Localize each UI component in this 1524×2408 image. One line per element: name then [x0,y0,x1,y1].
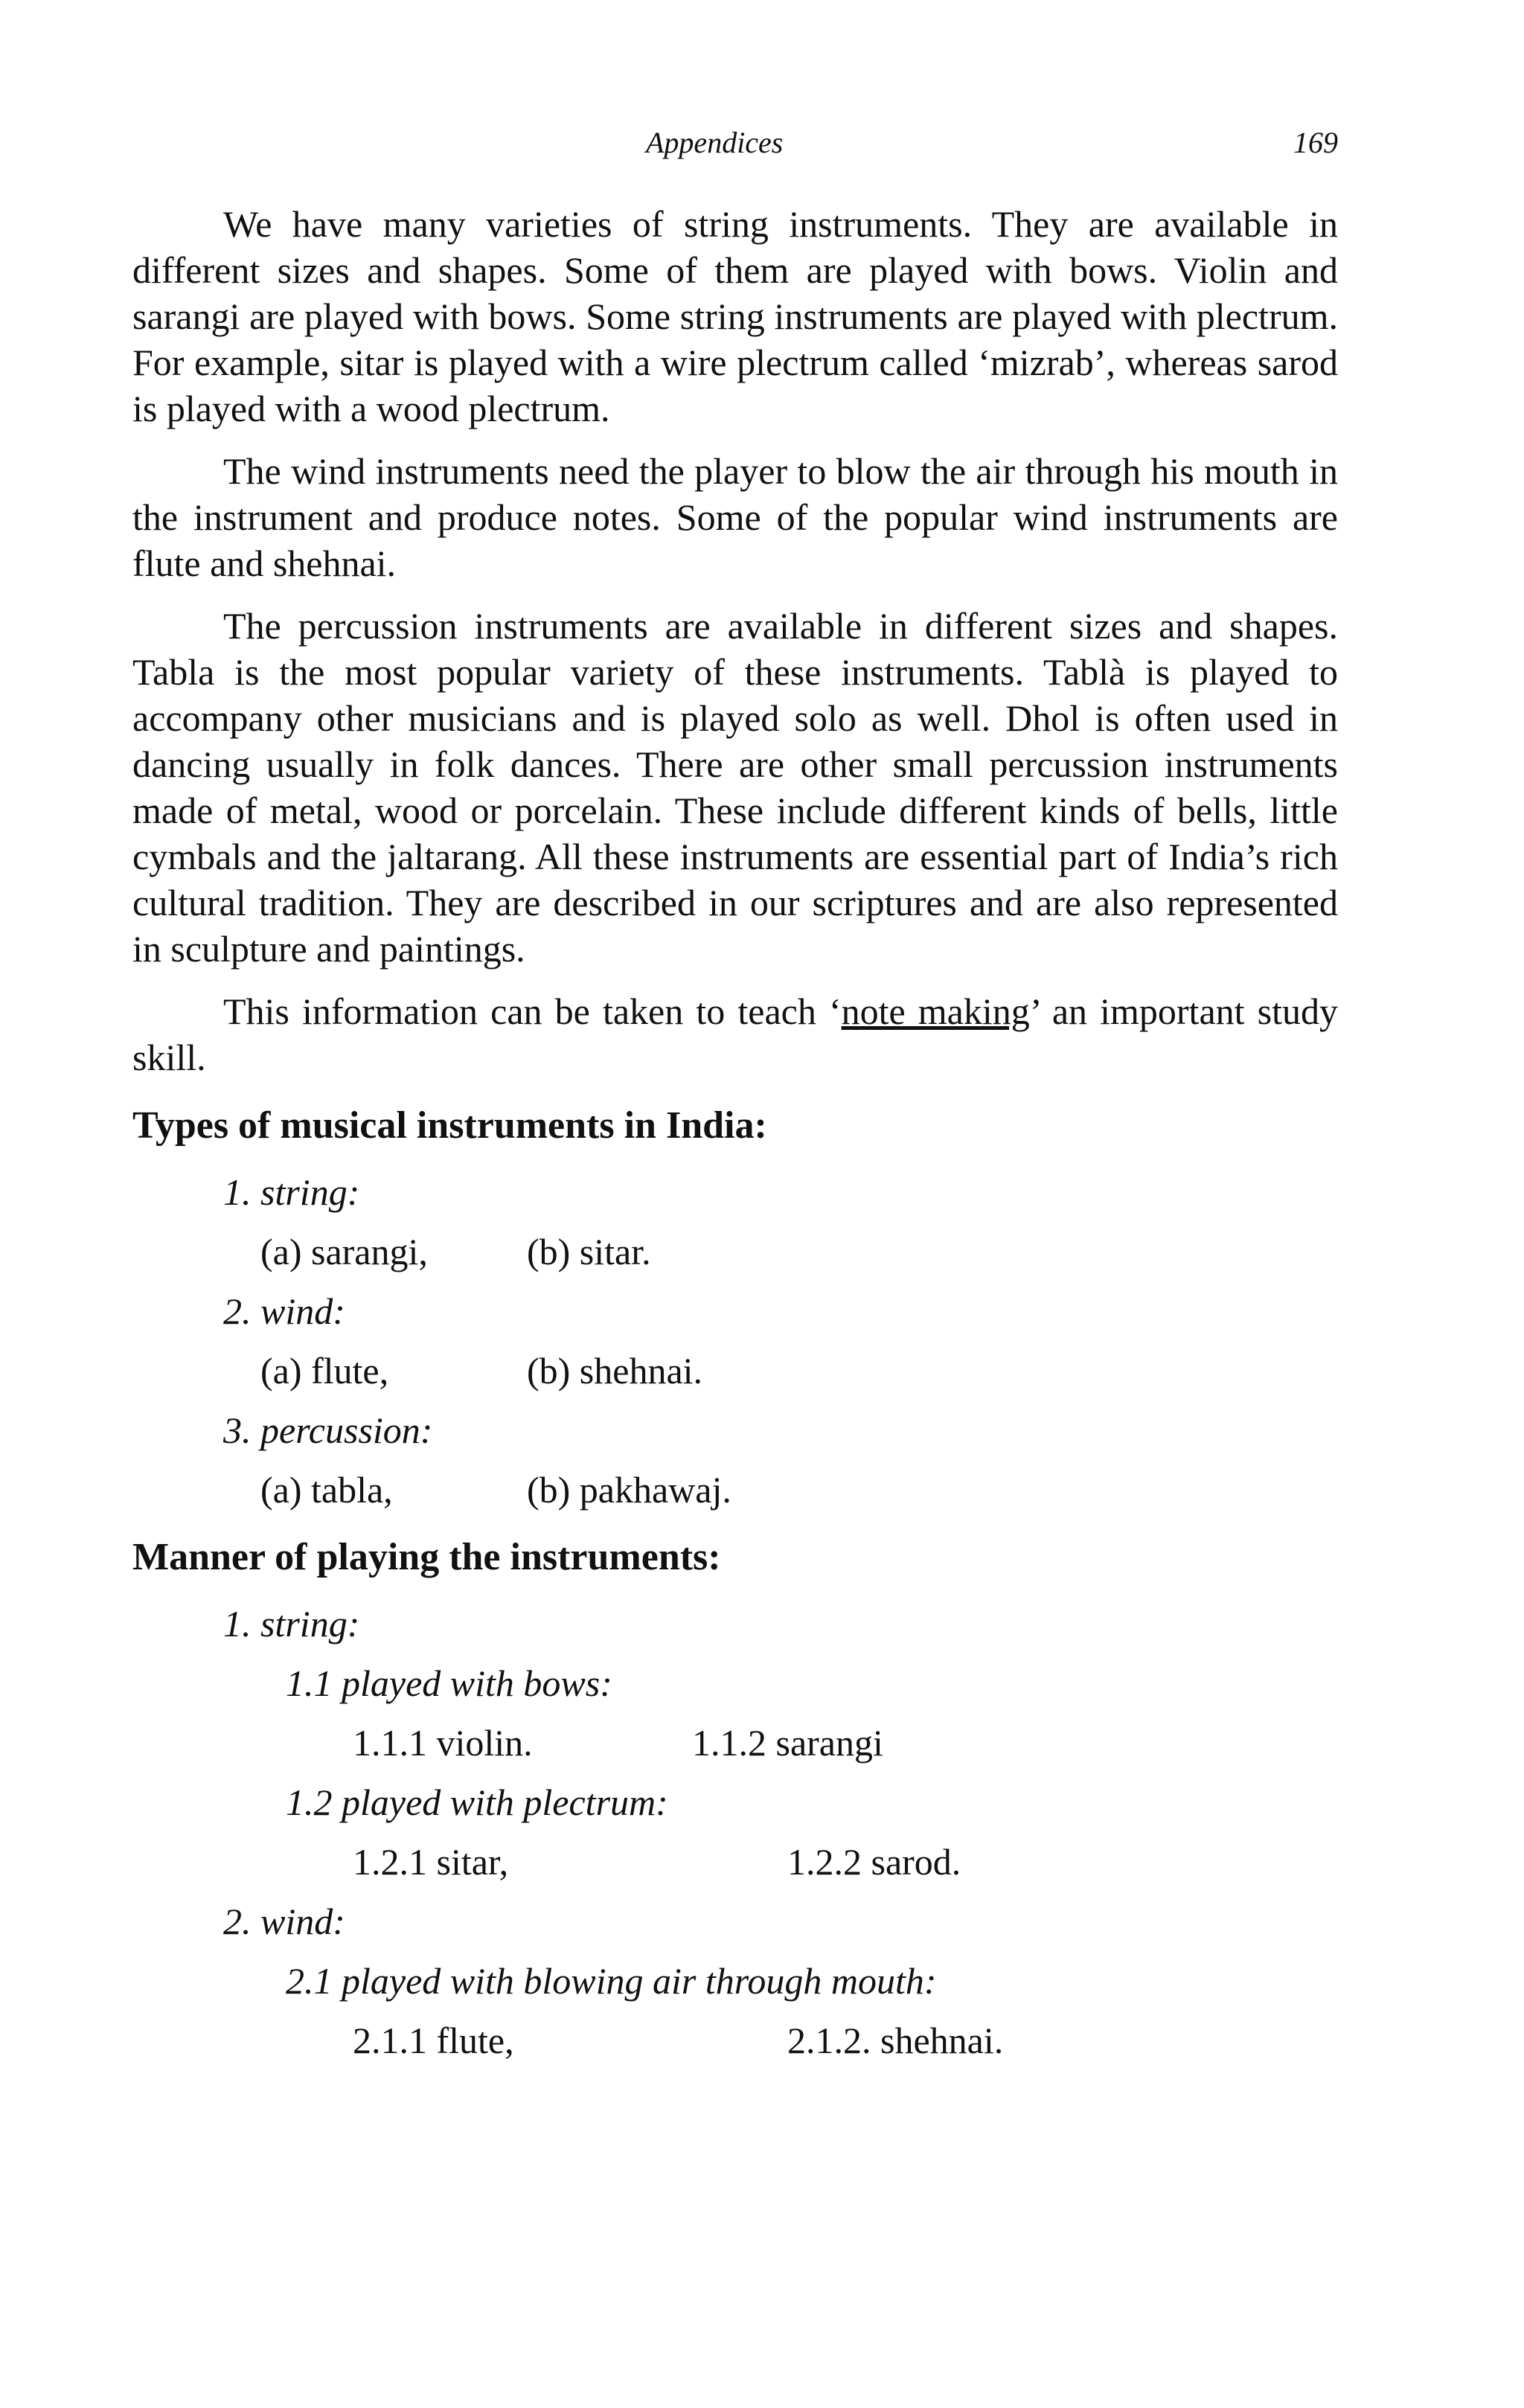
note-making-underlined: note making [841,990,1030,1032]
list-item [132,1341,1338,1400]
manner-item-shehnai: 2.1.2. shehnai. [787,2020,1004,2061]
manner-list [132,1594,1338,2070]
list-item [132,1773,1338,1832]
type-label-wind: 2. wind: [223,1290,345,1332]
note-text-before: This information can be taken to teach ‘ [223,990,842,1032]
paragraph-string-instruments: We have many varieties of string instruments. They are available in different sizes and shapes. Some of them are played with bows. Violin and sarangi are played with bows. Some string instruments are played with plectrum. For example, sitar is played with a wire plectrum called ‘mizrab’, whereas sarod is played with a wood plectrum. [132,203,1338,429]
list-item [132,1162,1338,1222]
note-text-after: ’ an important study skill. [132,990,1338,1078]
list-item [132,1222,1338,1281]
list-item [132,1653,1338,1713]
manner-item-sarangi: 1.1.2 sarangi [692,1722,883,1764]
list-item [132,1400,1338,1460]
type-item-b: (b) shehnai. [527,1350,703,1392]
body-text [132,201,1338,2070]
paragraph-note-making [132,988,1338,1080]
list-item [132,2011,1338,2070]
type-label-string: 1. string: [223,1171,360,1213]
manner-label-plectrum: 1.2 played with plectrum: [286,1781,668,1823]
type-item-a: (a) sarangi, [260,1231,428,1272]
list-item [132,1594,1338,1653]
manner-label-mouth: 2.1 played with blowing air through mouth: [286,1960,937,2002]
running-head: Appendices [646,126,784,159]
manner-label-bows: 1.1 played with bows: [286,1662,612,1704]
type-item-b: (b) sitar. [527,1231,651,1272]
list-item [132,1832,1338,1892]
types-heading: Types of musical instruments in India: [132,1104,767,1147]
manner-item-flute: 2.1.1 flute, [353,2020,514,2061]
page-header [132,125,1338,170]
manner-label-wind: 2. wind: [223,1901,345,1942]
type-item-a: (a) tabla, [260,1469,393,1511]
page-number: 169 [1293,126,1338,159]
manner-heading: Manner of playing the instruments: [132,1536,721,1578]
list-item [132,1713,1338,1773]
manner-label-string: 1. string: [223,1603,360,1645]
manner-item-sarod: 1.2.2 sarod. [787,1841,961,1883]
list-item [132,1951,1338,2011]
manner-item-sitar: 1.2.1 sitar, [353,1841,509,1883]
paragraph-percussion-instruments: The percussion instruments are available in different sizes and shapes. Tabla is the most popular variety of these instruments. Tablà is played to accompany other musicians and is played solo as well. Dhol is often used in dancing usually in folk dances. There are other small percussion instruments made of metal, wood or porcelain. These include different kinds of bells, little cymbals and the jaltarang. All these instruments are essential part of India’s rich cultural tradition. They are described in our scriptures and are also represented in sculpture and paintings. [132,605,1338,970]
list-item [132,1460,1338,1520]
list-item [132,1281,1338,1341]
type-item-b: (b) pakhawaj. [527,1469,731,1511]
list-item [132,1892,1338,1951]
type-item-a: (a) flute, [260,1350,389,1392]
type-label-percussion: 3. percussion: [223,1409,433,1451]
types-list [132,1162,1338,1520]
manner-item-violin: 1.1.1 violin. [353,1722,533,1764]
paragraph-wind-instruments: The wind instruments need the player to blow the air through his mouth in the instrument and produce notes. Some of the popular wind instruments are flute and shehnai. [132,450,1338,584]
